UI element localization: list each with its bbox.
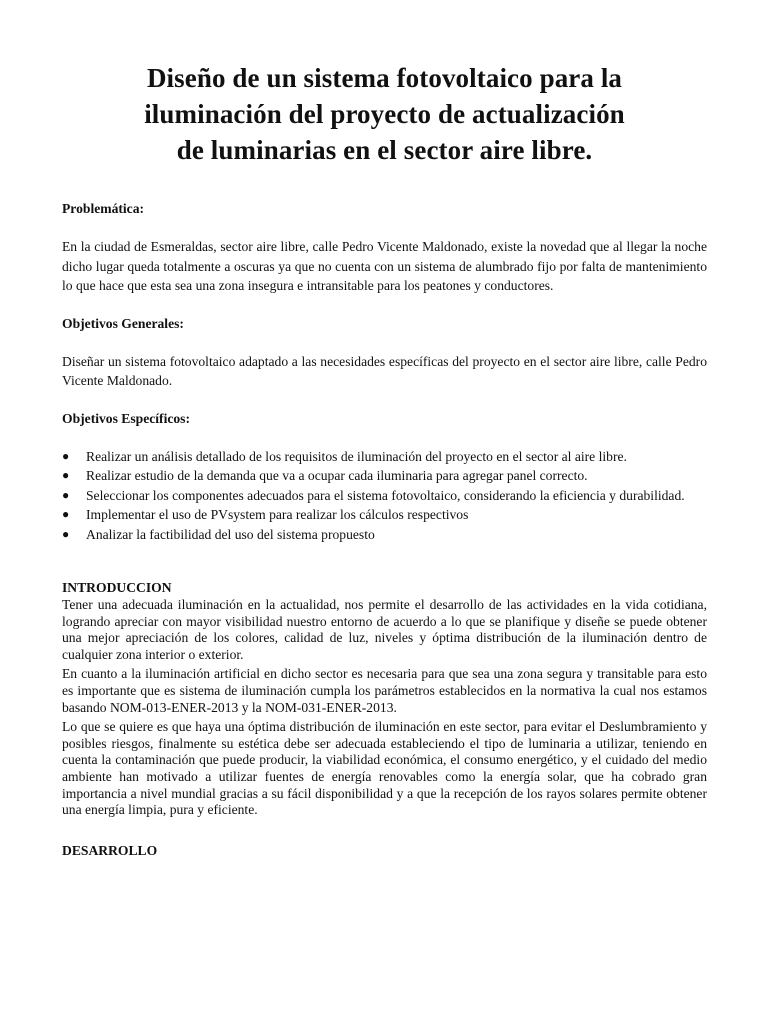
bullet-icon: ● bbox=[62, 507, 70, 521]
document-title bbox=[62, 60, 707, 168]
title-line-2: iluminación del proyecto de actualización bbox=[144, 99, 625, 129]
paragraph-introduccion-1: Tener una adecuada iluminación en la actualidad, nos permite el desarrollo de las actividades en la vida cotidiana, logrando apreciar con mayor visibilidad nuestro entorno de acuerdo a lo que se planifique y diseñe se puede obtener una mejor apreciación de los colores, calidad de luz, niveles y óptima distribución de la iluminación dentro de cualquier zona interior o exterior. bbox=[62, 597, 707, 662]
list-item-text: Implementar el uso de PVsystem para realizar los cálculos respectivos bbox=[86, 507, 469, 522]
heading-desarrollo: DESARROLLO bbox=[62, 842, 158, 858]
heading-introduccion: INTRODUCCION bbox=[62, 580, 172, 595]
title-line-3: de luminarias en el sector aire libre. bbox=[176, 135, 593, 165]
list-item-text: Analizar la factibilidad del uso del sistema propuesto bbox=[86, 526, 375, 542]
paragraph-problematica: En la ciudad de Esmeraldas, sector aire libre, calle Pedro Vicente Maldonado, existe la novedad que al llegar la noche dicho lugar queda totalmente a oscuras ya que no cuenta con un sistema de alumbrado fijo por falta de mantenimiento lo que hace que esta sea una zona insegura e intransitable para los peatones y conductores. bbox=[62, 239, 707, 293]
list-item-text: Realizar estudio de la demanda que va a ocupar cada iluminaria para agregar panel correcto. bbox=[86, 468, 588, 483]
list-item-text: Seleccionar los componentes adecuados para el sistema fotovoltaico, considerando la eficiencia y durabilidad. bbox=[86, 487, 685, 503]
heading-objetivos-especificos: Objetivos Específicos: bbox=[62, 410, 190, 426]
heading-objetivos-generales: Objetivos Generales: bbox=[62, 315, 184, 331]
section-objetivos-generales bbox=[62, 314, 707, 391]
section-desarrollo bbox=[62, 841, 707, 860]
section-objetivos-especificos bbox=[62, 409, 707, 545]
section-introduccion bbox=[62, 578, 707, 819]
title-line-1: Diseño de un sistema fotovoltaico para la bbox=[146, 63, 623, 93]
objetivos-especificos-list bbox=[62, 447, 707, 545]
bullet-icon: ● bbox=[62, 526, 70, 541]
paragraph-objetivos-generales: Diseñar un sistema fotovoltaico adaptado a las necesidades específicas del proyecto en el sector aire libre, calle Pedro Vicente Maldonado. bbox=[62, 353, 707, 388]
heading-problematica: Problemática: bbox=[62, 201, 145, 216]
list-item bbox=[62, 525, 707, 545]
list-item-text: Realizar un análisis detallado de los requisitos de iluminación del proyecto en el sector al aire libre. bbox=[86, 448, 627, 464]
list-item bbox=[62, 466, 707, 486]
section-problematica bbox=[62, 199, 707, 296]
paragraph-introduccion-2: En cuanto a la iluminación artificial en dicho sector es necesaria para que sea una zona segura y transitable para esto es importante que es sistema de iluminación cumpla los parámetros establecidos en la normativa la cual nos estamos basando NOM-013-ENER-2013 y la NOM-031-ENER-2013. bbox=[62, 666, 707, 715]
list-item bbox=[62, 447, 707, 467]
document-page bbox=[62, 60, 707, 860]
bullet-icon: ● bbox=[62, 487, 70, 502]
bullet-icon: ● bbox=[62, 468, 70, 482]
list-item bbox=[62, 486, 707, 506]
bullet-icon: ● bbox=[62, 448, 70, 463]
paragraph-introduccion-3: Lo que se quiere es que haya una óptima distribución de iluminación en este sector, para evitar el Deslumbramiento y posibles riesgos, finalmente su estética debe ser adecuada estableciendo el tipo de luminaria a utilizar, teniendo en cuenta la contaminación que puede producir, la viabilidad económica, el consumo energético, y el cuidado del medio ambiente han motivado a utilizar fuentes de energía renovables como la energía solar, que ha cobrado gran importancia a nivel mundial gracias a su fácil disponibilidad y a que la recepción de los rayos solares permite obtener una energía limpia, pura y eficiente. bbox=[62, 719, 707, 818]
list-item bbox=[62, 505, 707, 525]
